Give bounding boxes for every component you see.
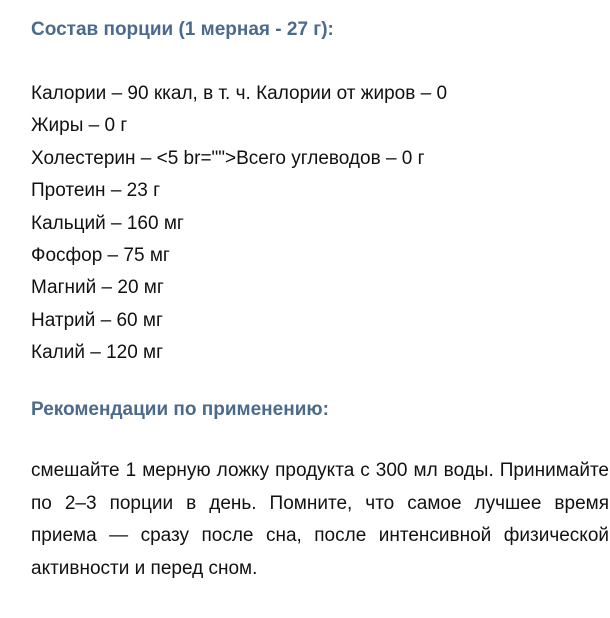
list-item: Кальций – 160 мг bbox=[31, 212, 184, 234]
list-item: Жиры – 0 г bbox=[31, 115, 128, 137]
usage-text: смешайте 1 мерную ложку продукта с 300 мл воды. Принимайте по 2–3 порции в день. Помните, что самое лучшее время приема — сразу после сна, после интенсивной физической активности и перед сном. bbox=[31, 460, 609, 579]
list-item: Протеин – 23 г bbox=[31, 180, 161, 202]
composition-list bbox=[31, 78, 447, 370]
composition-heading: Состав порции (1 мерная - 27 г): bbox=[31, 19, 334, 40]
usage-heading: Рекомендации по применению: bbox=[31, 399, 329, 420]
list-item: Магний – 20 мг bbox=[31, 277, 164, 299]
list-item: Фосфор – 75 мг bbox=[31, 245, 170, 267]
list-item: Калий – 120 мг bbox=[31, 342, 164, 364]
list-item: Натрий – 60 мг bbox=[31, 309, 163, 331]
list-item: Холестерин – <5 br="">Всего углеводов – 0 г bbox=[31, 147, 425, 169]
list-item: Калории – 90 ккал, в т. ч. Калории от жиров – 0 bbox=[31, 83, 448, 104]
